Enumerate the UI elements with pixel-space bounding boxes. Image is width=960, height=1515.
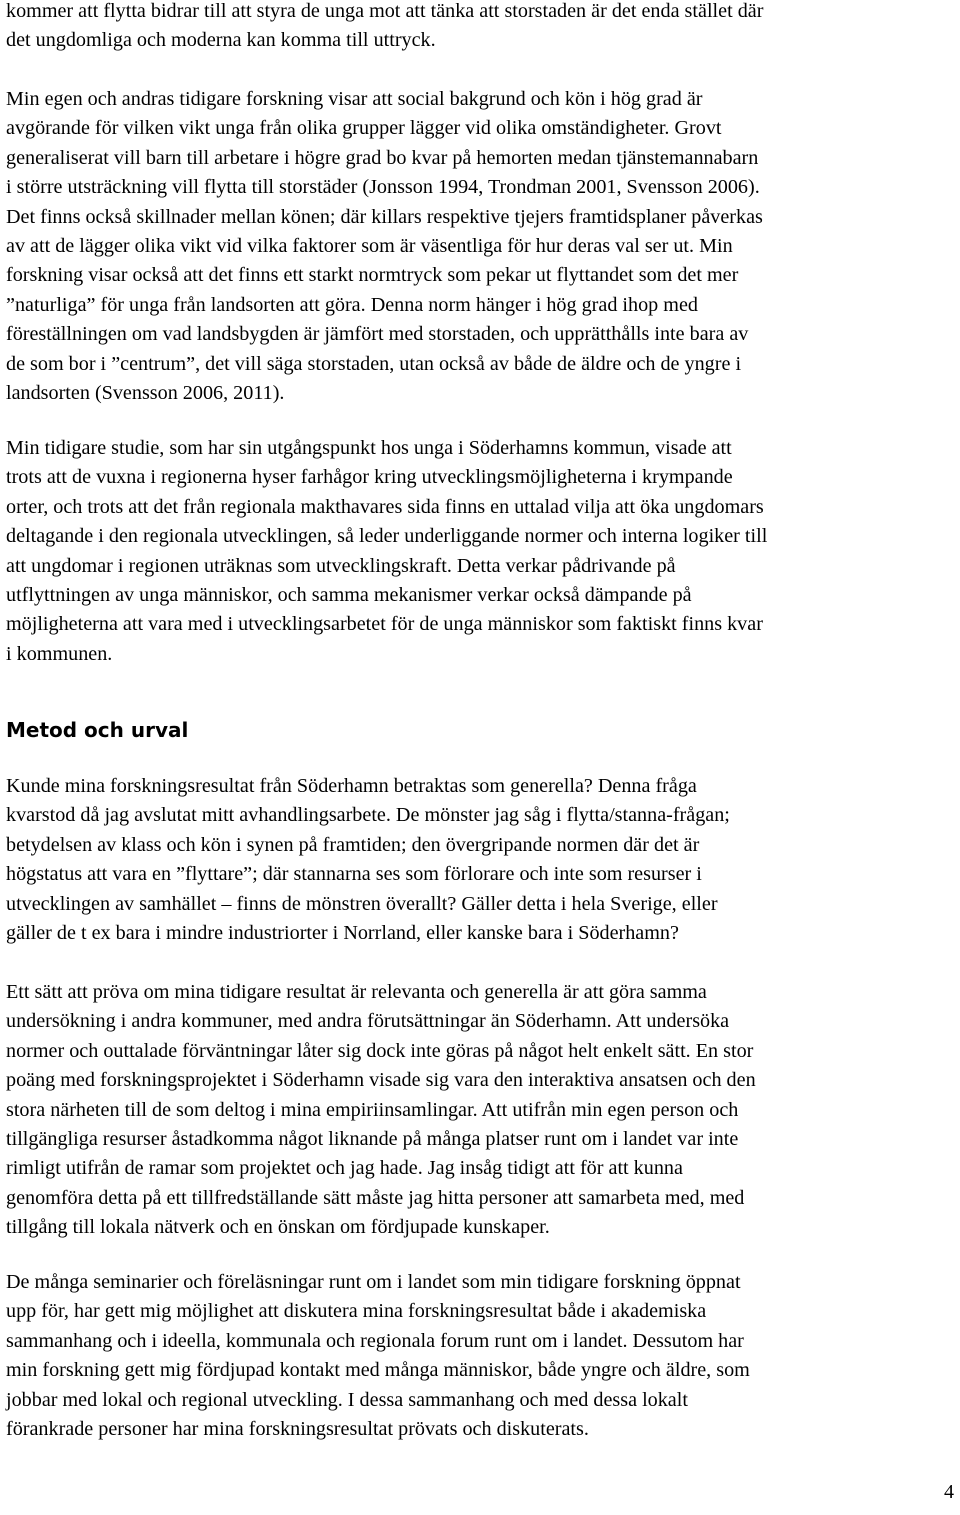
- page-number: 4: [944, 1481, 954, 1503]
- paragraph-2: [6, 85, 956, 408]
- text-line: kvarstod då jag avslutat mitt avhandlingsarbete. De mönster jag såg i flytta/stanna-frågan;: [6, 804, 730, 827]
- paragraph-4: [6, 772, 956, 948]
- text-line: upp för, har gett mig möjlighet att diskutera mina forskningsresultat både i akademiska: [6, 1300, 707, 1323]
- text-line: Kunde mina forskningsresultat från Söderhamn betraktas som generella? Denna fråga: [6, 775, 697, 797]
- text-line: forskning visar också att det finns ett starkt normtryck som pekar ut flyttandet som det mer: [6, 264, 739, 287]
- text-line: utflyttningen av unga människor, och samma mekanismer verkar också dämpande på: [6, 584, 692, 607]
- text-line: undersökning i andra kommuner, med andra förutsättningar än Söderhamn. Att undersöka: [6, 1010, 730, 1033]
- text-line: att ungdomar i regionen uträknas som utvecklingskraft. Detta verkar pådrivande på: [6, 554, 676, 577]
- text-line: ”naturliga” för unga från landsorten att göra. Denna norm hänger i hög grad ihop med: [6, 293, 698, 316]
- text-line: kommer att flytta bidrar till att styra de unga mot att tänka att storstaden är det enda stället där: [6, 0, 764, 22]
- section-heading: Metod och urval: [6, 718, 189, 742]
- paragraph-1: [6, 0, 956, 56]
- paragraph-3: [6, 434, 956, 669]
- text-line: i större utsträckning vill flytta till storstäder (Jonsson 1994, Trondman 2001, Svensson 2006).: [6, 176, 760, 199]
- text-line: utvecklingen av samhället – finns de mönstren överallt? Gäller detta i hela Sverige, eller: [6, 892, 718, 915]
- text-line: avgörande för vilken vikt unga från olika grupper lägger vid olika omständigheter. Grovt: [6, 117, 722, 140]
- text-line: rimligt utifrån de ramar som projektet och jag hade. Jag insåg tidigt att för att kunna: [6, 1157, 683, 1180]
- text-line: Ett sätt att pröva om mina tidigare resultat är relevanta och generella är att göra samma: [6, 981, 707, 1003]
- text-line: förankrade personer har mina forskningsresultat prövats och diskuterats.: [6, 1418, 589, 1441]
- text-line: landsorten (Svensson 2006, 2011).: [6, 382, 285, 405]
- text-line: min forskning gett mig fördjupad kontakt med många människor, både yngre och äldre, som: [6, 1359, 750, 1382]
- text-line: stora närheten till de som deltog i mina empiriinsamlingar. Att utifrån min egen person och: [6, 1098, 739, 1121]
- text-line: möjligheterna att vara med i utvecklingsarbetet för de unga människor som faktiskt finns kvar: [6, 613, 763, 636]
- text-line: orter, och trots att det från regionala makthavares sida finns en uttalad vilja att öka ungdomars: [6, 495, 764, 518]
- text-line: föreställningen om vad landsbygden är jämfört med storstaden, och upprätthålls inte bara av: [6, 323, 749, 346]
- text-line: gäller de t ex bara i mindre industriorter i Norrland, eller kanske bara i Söderhamn?: [6, 922, 679, 945]
- text-line: av att de lägger olika vikt vid vilka faktorer som är väsentliga för hur deras val ser ut. Min: [6, 235, 733, 258]
- text-line: Min tidigare studie, som har sin utgångspunkt hos unga i Söderhamns kommun, visade att: [6, 437, 732, 459]
- text-line: trots att de vuxna i regionerna hyser farhågor kring utvecklingsmöjligheterna i krympande: [6, 466, 733, 489]
- text-line: de som bor i ”centrum”, det vill säga storstaden, utan också av både de äldre och de yngre i: [6, 352, 742, 375]
- text-line: betydelsen av klass och kön i synen på framtiden; den övergripande normen där det är: [6, 833, 700, 856]
- text-line: tillgång till lokala nätverk och en önskan om fördjupade kunskaper.: [6, 1216, 550, 1239]
- text-line: högstatus att vara en ”flyttare”; där stannarna ses som förlorare och inte som resurser i: [6, 863, 702, 886]
- text-line: det ungdomliga och moderna kan komma till uttryck.: [6, 29, 436, 52]
- text-line: i kommunen.: [6, 642, 113, 665]
- text-line: genomföra detta på ett tillfredställande sätt måste jag hitta personer att samarbeta med, med: [6, 1186, 745, 1209]
- text-line: Min egen och andras tidigare forskning visar att social bakgrund och kön i hög grad är: [6, 88, 703, 110]
- text-line: jobbar med lokal och regional utveckling. I dessa sammanhang och med dessa lokalt: [6, 1388, 688, 1411]
- text-line: generaliserat vill barn till arbetare i högre grad bo kvar på hemorten medan tjänstemannabarn: [6, 146, 759, 169]
- text-line: Det finns också skillnader mellan könen; där killars respektive tjejers framtidsplaner påverkas: [6, 205, 763, 228]
- paragraph-5: [6, 978, 956, 1243]
- paragraph-6: [6, 1268, 956, 1444]
- text-line: deltagande i den regionala utvecklingen, så leder underliggande normer och interna logiker till: [6, 525, 768, 548]
- text-line: tillgängliga resurser åstadkomma något liknande på många platser runt om i landet var inte: [6, 1128, 739, 1151]
- text-line: sammanhang och i ideella, kommunala och regionala forum runt om i landet. Dessutom har: [6, 1329, 744, 1352]
- text-line: normer och outtalade förväntningar låter sig dock inte göras på något helt enkelt sätt. En stor: [6, 1039, 754, 1062]
- text-line: De många seminarier och föreläsningar runt om i landet som min tidigare forskning öppnat: [6, 1271, 741, 1293]
- text-line: poäng med forskningsprojektet i Söderhamn visade sig vara den interaktiva ansatsen och den: [6, 1069, 756, 1092]
